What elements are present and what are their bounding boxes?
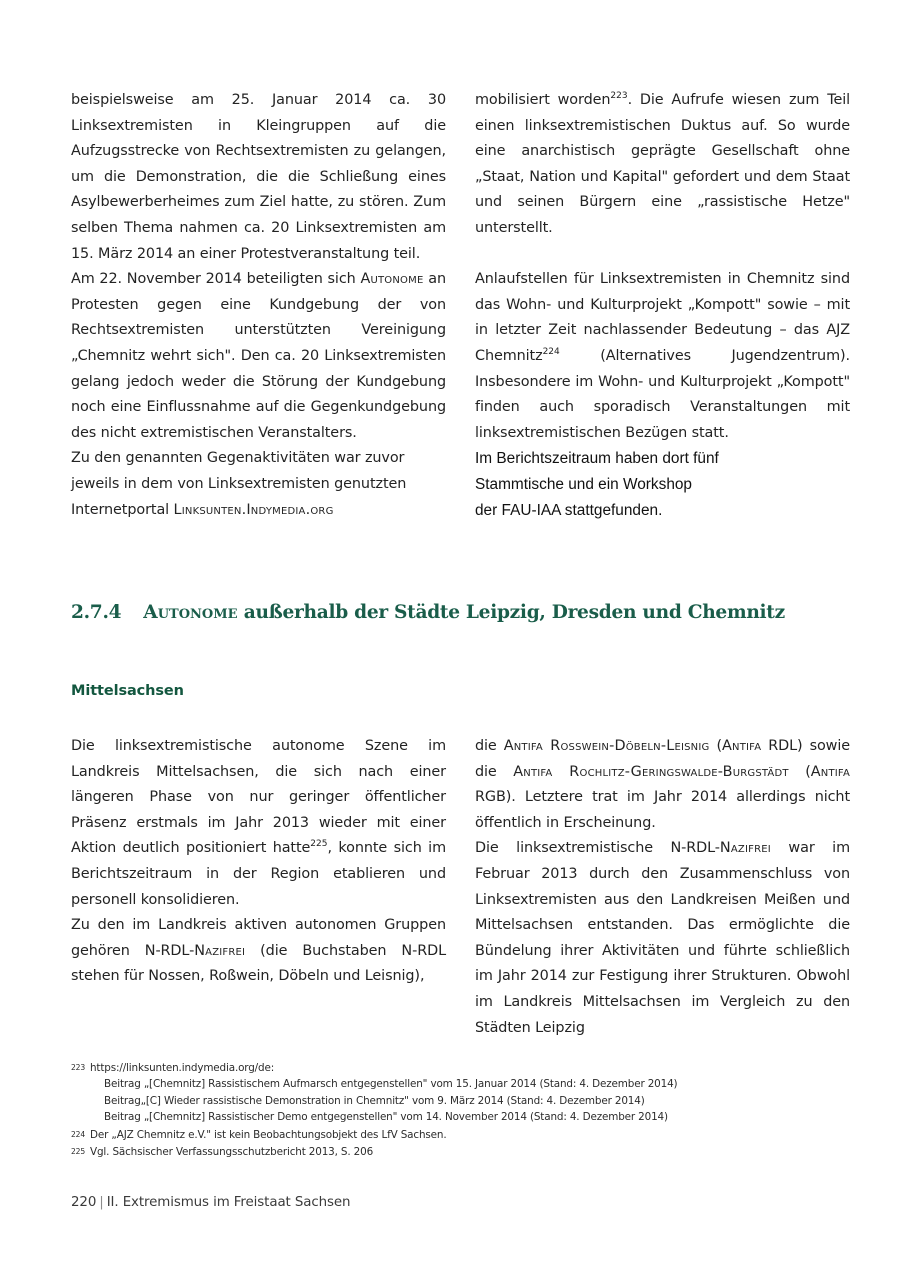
footnote-ref-224: 224 bbox=[542, 347, 560, 358]
footnote-224 bbox=[71, 1127, 861, 1143]
paragraph-text: beispielsweise am 25. Januar 2014 ca. 30 Linksextremisten in Kleingruppen auf die Aufzugsstrecke von Rechtsextremisten zu gelangen, um die Demonstration, die die Schließung eines Asylbewerberheimes zum Ziel hatte, zu stören. Zum selben Thema nahmen ca. 20 Linksextremisten am 15. März 2014 an einer Protestveranstaltung teil. bbox=[71, 92, 446, 262]
footnote-line: https://linksunten.indymedia.org/de: bbox=[90, 1062, 275, 1074]
paragraph bbox=[71, 446, 446, 523]
footnote-ref-223: 223 bbox=[610, 91, 628, 102]
section-heading-smallcaps: Autonome bbox=[143, 602, 238, 623]
paragraph bbox=[475, 734, 850, 836]
lower-columns bbox=[71, 734, 850, 1041]
footnotes-block bbox=[71, 1060, 861, 1160]
paragraph bbox=[475, 267, 850, 446]
paragraph bbox=[475, 88, 850, 242]
paragraph-text: RGB). Letztere trat im Jahr 2014 allerdings nicht öffentlich in Erscheinung. bbox=[475, 789, 850, 831]
paragraph bbox=[475, 836, 850, 1041]
footnote-line: Beitrag„[C] Wieder rassistische Demonstration in Chemnitz" vom 9. März 2014 (Stand: 4. Dezember 2014) bbox=[104, 1094, 645, 1107]
paragraph bbox=[71, 913, 446, 990]
paragraph bbox=[71, 734, 446, 913]
upper-right-column bbox=[475, 88, 850, 524]
paragraph-text: Die linksextremistische N-RDL- bbox=[475, 840, 720, 857]
smallcaps-term: Nazifrei bbox=[719, 840, 771, 857]
paragraph-text: mobilisiert worden bbox=[475, 92, 611, 108]
footer-section-title: II. Extremismus im Freistaat Sachsen bbox=[106, 1195, 351, 1210]
section-heading bbox=[71, 602, 850, 623]
paragraph-text: . Die Aufrufe wiesen zum Teil einen linksextremistischen Duktus auf. So wurde eine anarchistisch geprägte Gesellschaft ohne „Staat, Nation und Kapital" gefordert und dem Staat und seinen Bürgern eine „rassistische Hetze" unterstellt. bbox=[475, 92, 851, 236]
paragraph-text: an Protesten gegen eine Kundgebung der von Rechtsextremisten unterstützten Vereinigung „Chemnitz wehrt sich". Den ca. 20 Linksextremisten gelang jedoch weder die Störung der Kundgebung noch eine Einflussnahme auf die Gegenkundgebung des nicht extremistischen Veranstalters. bbox=[71, 271, 446, 441]
footnote-225 bbox=[71, 1144, 861, 1160]
smallcaps-url: Linksunten.Indymedia.org bbox=[173, 501, 334, 518]
paragraph bbox=[71, 88, 446, 267]
paragraph-text: , konnte sich im Berichtszeitraum in der Region etablieren und personell konsolidieren. bbox=[71, 840, 447, 908]
paragraph-text: die bbox=[475, 738, 504, 754]
lower-right-column bbox=[475, 734, 850, 1041]
footnote-number: 225 bbox=[71, 1147, 86, 1157]
page-number: 220 bbox=[71, 1195, 97, 1210]
paragraph-text: Am 22. November 2014 beteiligten sich bbox=[71, 271, 361, 288]
inserted-annotation-line: der FAU-IAA stattgefunden. bbox=[475, 502, 663, 520]
footnote-223 bbox=[71, 1060, 861, 1126]
paragraph-text: Zu den genannten Gegenaktivitäten war zuvor jeweils in dem von Linksextremisten genutzten Internetportal bbox=[71, 450, 407, 518]
footnote-line: Beitrag „[Chemnitz] Rassistischer Demo entgegenstellen" vom 14. November 2014 (Stand: 4. Dezember 2014) bbox=[104, 1111, 668, 1124]
inserted-annotation-line: Im Berichtszeitraum haben dort fünf bbox=[475, 450, 719, 468]
section-number: 2.7.4 bbox=[71, 602, 122, 623]
smallcaps-term: Antifa Rosswein-Döbeln-Leisnig bbox=[503, 738, 710, 754]
upper-columns bbox=[71, 88, 850, 524]
footnote-number: 223 bbox=[71, 1063, 86, 1072]
footnote-line: Beitrag „[Chemnitz] Rassistischem Aufmarsch entgegenstellen" vom 15. Januar 2014 (Stand: 4. Dezember 2014) bbox=[104, 1078, 678, 1091]
paragraph-text: Anlaufstellen für Linksextremisten in Chemnitz sind das Wohn- und Kulturprojekt „Kompott" sowie – mit in letzter Zeit nachlassender Bedeutung – das AJZ Chemnitz bbox=[475, 271, 850, 364]
smallcaps-term: Antifa bbox=[721, 738, 762, 754]
inserted-annotation-line: Stammtische und ein Workshop bbox=[475, 476, 692, 494]
section-heading-text: außerhalb der Städte Leipzig, Dresden und Chemnitz bbox=[237, 602, 785, 623]
paragraph-text: RDL) sowie die bbox=[475, 738, 850, 780]
smallcaps-term: Antifa bbox=[810, 763, 850, 780]
paragraph-text: (Alternatives Jugendzentrum). Insbesondere im Wohn- und Kulturprojekt „Kompott" finden auch sporadisch Veranstaltungen mit linksextremistischen Bezügen statt. bbox=[475, 347, 850, 441]
footnote-line: Vgl. Sächsischer Verfassungsschutzbericht 2013, S. 206 bbox=[90, 1146, 374, 1159]
footnote-ref-225: 225 bbox=[310, 839, 328, 850]
paragraph bbox=[71, 267, 446, 446]
smallcaps-term: Autonome bbox=[360, 271, 424, 288]
paragraph-text: war im Februar 2013 durch den Zusammenschluss von Linksextremisten aus den Landkreisen Meißen und Mittelsachsen entstanden. Das ermöglichte die Bündelung ihrer Aktivitäten und führte schließlich im Jahr 2014 zur Festigung ihrer Strukturen. Obwohl im Landkreis Mittelsachsen im Vergleich zu den Städten Leipzig bbox=[475, 840, 850, 1036]
upper-left-column bbox=[71, 88, 446, 524]
paragraph-text: Zu den im Landkreis aktiven autonomen Gruppen gehören N-RDL- bbox=[71, 917, 446, 959]
paragraph-text: ( bbox=[788, 763, 811, 780]
footer-separator: | bbox=[99, 1195, 104, 1210]
smallcaps-term: Nazifrei bbox=[194, 942, 246, 959]
lower-left-column bbox=[71, 734, 446, 1041]
page-footer bbox=[71, 1195, 350, 1210]
paragraph-text: (die Buchstaben N-RDL stehen für Nossen, Roßwein, Döbeln und Leisnig), bbox=[71, 942, 446, 985]
paragraph-text: ( bbox=[709, 738, 722, 754]
paragraph-text: Die linksextremistische autonome Szene im Landkreis Mittelsachsen, die sich nach einer längeren Phase von nur geringer öffentlicher Präsenz erstmals im Jahr 2013 wieder mit einer Aktion deutlich positioniert hatte bbox=[71, 738, 446, 857]
footnote-number: 224 bbox=[71, 1129, 86, 1139]
smallcaps-term: Antifa Rochlitz-Geringswalde-Burgstädt bbox=[513, 763, 789, 780]
subheading-mittelsachsen: Mittelsachsen bbox=[71, 683, 184, 699]
footnote-line: Der „AJZ Chemnitz e.V." ist kein Beobachtungsobjekt des LfV Sachsen. bbox=[90, 1128, 447, 1141]
